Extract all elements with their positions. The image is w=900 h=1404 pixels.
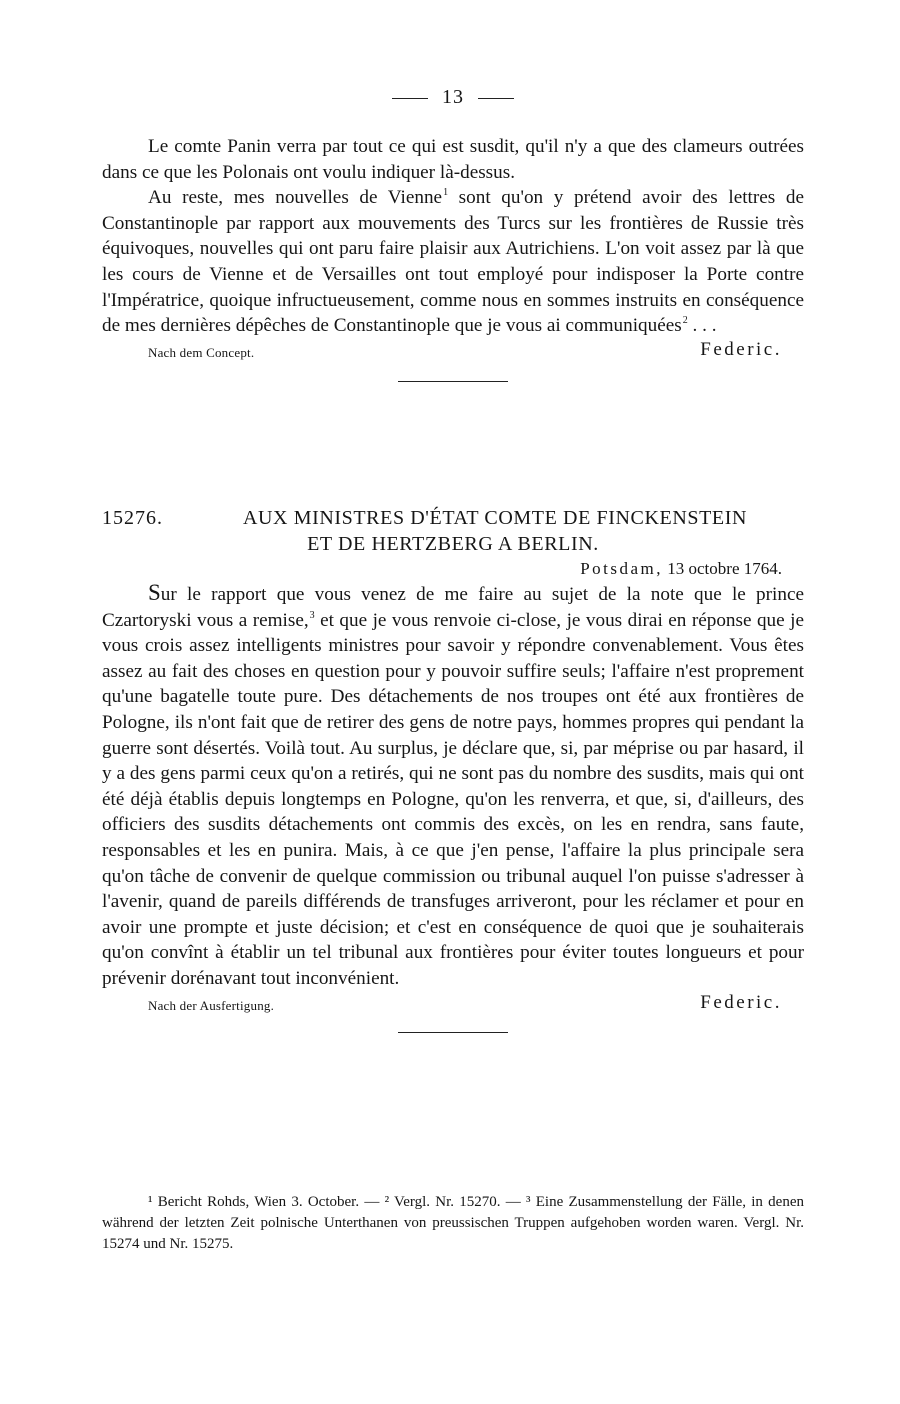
page-header <box>102 86 804 109</box>
footnote-marker: 3 <box>309 609 315 621</box>
signature: Federic. <box>700 991 782 1013</box>
header-rule-left <box>392 98 428 99</box>
paragraph: Le comte Panin verra par tout ce qui est susdit, qu'il n'y a que des clameurs outrées dans ce que les Polonais ont voulu indiquer là-dessus. <box>102 136 804 183</box>
heading-line-2: ET DE HERTZBERG A BERLIN. <box>307 533 599 555</box>
section-divider <box>398 381 508 382</box>
section-divider <box>398 1032 508 1033</box>
dateline <box>102 559 804 579</box>
letter-number: 15276. <box>102 507 163 529</box>
initial-letter: S <box>148 580 161 605</box>
header-rule-right <box>478 98 514 99</box>
signature-row <box>102 992 804 1018</box>
source-note: Nach dem Concept. <box>148 344 255 360</box>
dateline-place: Potsdam, <box>580 559 664 578</box>
section-continuation <box>102 134 804 382</box>
paragraph: Au reste, mes nouvelles de Vienne$^1$ sont qu'on y prétend avoir des lettres de Constantinople par rapport aux mouvements des Turcs sur les frontières de Russie très équivoques, nouvelles qui ont paru faire plaisir aux Autrichiens. L'on voit assez par là que les cours de Vienne et de Versailles ont tout employé pour indisposer la Porte contre l'Impératrice, quoique infructueusement, comme nous en sommes instruits en conséquence de mes dernières dépêches de Constantinople que je vous ai communiquées$^2$ . . . <box>102 187 804 337</box>
letter-body: Sur le rapport que vous venez de me faire au sujet de la note que le prince Czartoryski vous a remise,$^3$ et que je vous renvoie ci-close, je vous dirai en réponse que je vous crois assez intelligents ministres pour savoir y répondre convenablement. Vous êtes assez au fait des choses en question pour y pouvoir suffire seuls; l'affaire n'est proprement qu'une bagatelle toute pure. Des détachements de nos troupes ont été aux frontières de Pologne, ils n'ont fait que de retirer des gens de notre pays, hommes propres qui pendant la guerre sont désertés. Voilà tout. Au surplus, je déclare que, si, par méprise ou par hasard, il y a des gens parmi ceux qu'on a retirés, qui ne sont pas du nombre des susdits, mais qui ont été déjà établis depuis longtemps en Pologne, qu'on les renverra, et que, si, d'ailleurs, des officiers des susdits détachements ont commis des excès, on les en rendra, sans faute, responsables et les en punira. Mais, à ce que j'en pense, l'affaire la plus principale sera qu'on tâche de convenir de quelque commission ou tribunal auquel l'on puisse s'adresser à l'avenir, quand de pareils différends de transfuges arriveront, pour les réclamer et pour en avoir une prompte et juste décision; et c'est en conséquence de quoi que je souhaiterais qu'on convînt à établir un tel tribunal aux frontières pour éviter toutes longueurs et pour prévenir dorénavant tout inconvénient. <box>102 580 804 989</box>
dateline-date: 13 octobre 1764. <box>663 559 782 578</box>
footnotes-block <box>102 1192 804 1255</box>
signature-row <box>102 339 804 365</box>
heading-line-1: AUX MINISTRES D'ÉTAT COMTE DE FINCKENSTEIN <box>242 507 748 529</box>
page-number: 13 <box>442 86 464 108</box>
letter-heading <box>102 505 804 531</box>
letter-section <box>102 505 804 1033</box>
footnote-marker: 1 <box>443 187 449 199</box>
source-note: Nach der Ausfertigung. <box>148 997 275 1013</box>
signature: Federic. <box>700 338 782 360</box>
footnotes: ¹ Bericht Rohds, Wien 3. October. — ² Vergl. Nr. 15270. — ³ Eine Zusammenstellung der Fälle, in denen während der letzten Zeit polnische Unterthanen von preussischen Truppen aufgehoben worden waren. Vergl. Nr. 15274 und Nr. 15275. <box>102 1194 804 1252</box>
footnote-marker: 2 <box>682 315 688 327</box>
